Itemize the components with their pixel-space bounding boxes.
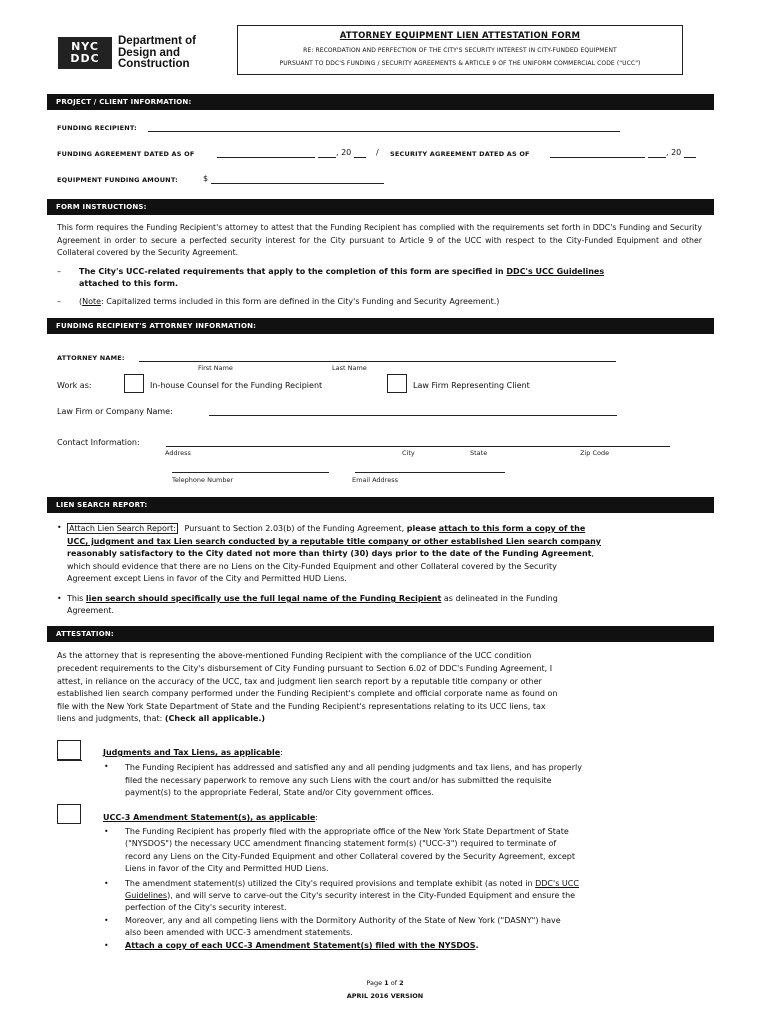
- opt2-b1-line-3: record any Liens on the City-Funded Equipment and other Collateral covered by the Security Agreement, except: [125, 852, 575, 861]
- logo-line-1: Department of: [118, 35, 196, 47]
- instruction-dash-2: –: [57, 297, 61, 306]
- lien-item-1-comma: ,: [591, 549, 595, 558]
- nyc-ddc-logo-mark: [58, 37, 112, 69]
- funding-recipient-field[interactable]: [148, 131, 620, 132]
- logo-text: [118, 36, 196, 71]
- logo-mark-ddc: DDC: [70, 52, 100, 66]
- lien-item-1-line-2: UCC, judgment and tax Lien search conducted by a reputable title company or other established Lien search company: [67, 537, 602, 546]
- page-total: 2: [399, 979, 404, 987]
- page-current: 1: [384, 979, 389, 987]
- equipment-amount-field[interactable]: [211, 183, 384, 184]
- address-caption: Address: [165, 449, 191, 457]
- funding-agreement-label: FUNDING AGREEMENT DATED AS OF: [57, 150, 195, 158]
- attestation-line-3: attest, in reliance on the accuracy of the UCC, tax and judgment lien search report by a reputable title company or other: [57, 677, 542, 686]
- telephone-caption: Telephone Number: [172, 476, 234, 484]
- section-bar-project: PROJECT / CLIENT INFORMATION:: [47, 94, 714, 110]
- form-version: APRIL 2016 VERSION: [346, 992, 424, 1000]
- security-year-prefix: , 20: [666, 148, 682, 157]
- attach-ucc3-statement: Attach a copy of each UCC-3 Amendment Statement(s) filed with the NYSDOS: [125, 941, 476, 950]
- security-agreement-label: SECURITY AGREEMENT DATED AS OF: [390, 150, 530, 158]
- attorney-name-field[interactable]: [139, 361, 616, 362]
- lien-full-legal-name: lien search should specifically use the full legal name of the Funding Recipient: [85, 594, 442, 603]
- ddc-logo: [58, 36, 196, 71]
- opt2-b2-line-1: [125, 878, 579, 891]
- inhouse-counsel-checkbox[interactable]: [124, 374, 144, 393]
- option-2-title: [103, 812, 318, 825]
- judgments-tax-liens-title: Judgments and Tax Liens, as applicable: [103, 748, 281, 757]
- last-name-caption: Last Name: [332, 364, 367, 372]
- equipment-amount-label: EQUIPMENT FUNDING AMOUNT:: [57, 176, 178, 184]
- funding-agreement-day-field[interactable]: [318, 157, 336, 158]
- attestation-last-line: liens and judgments, that:: [57, 714, 163, 723]
- ucc3-amendment-title: UCC-3 Amendment Statement(s), as applicable: [103, 813, 316, 822]
- inhouse-counsel-label: In-house Counsel for the Funding Recipient: [150, 381, 323, 390]
- contact-info-label: Contact Information:: [57, 438, 140, 447]
- instruction-item-2: [79, 296, 499, 309]
- attorney-name-label: ATTORNEY NAME:: [57, 354, 125, 362]
- law-firm-label: Law Firm Representing Client: [413, 381, 530, 390]
- opt2-b1-line-1: The Funding Recipient has properly filed with the appropriate office of the New York State Department of State: [125, 827, 569, 836]
- law-firm-checkbox[interactable]: [387, 374, 407, 393]
- form-subtitle-1: RE: RECORDATION AND PERFECTION OF THE CITY'S SECURITY INTEREST IN CITY-FUNDED EQUIPMENT: [303, 47, 617, 54]
- judgments-tax-liens-checkbox[interactable]: [57, 740, 81, 760]
- section-bar-attorney: FUNDING RECIPIENT'S ATTORNEY INFORMATION:: [47, 318, 714, 334]
- lien-please: please: [406, 524, 437, 533]
- form-title-box: [237, 25, 683, 75]
- telephone-field[interactable]: [172, 472, 329, 473]
- opt2-b3-line-2: also been amended with UCC-3 amendment statements.: [125, 928, 353, 937]
- page-of: of: [390, 979, 398, 987]
- state-caption: State: [470, 449, 488, 457]
- instruction-item-1-text: The City's UCC-related requirements that apply to the completion of this form are specified in: [79, 267, 504, 276]
- opt2-b1-line-2: ("NYSDOS") the necessary UCC amendment financing statement form(s) ("UCC-3") required to terminate of: [125, 839, 557, 848]
- instruction-item-2-text: : Capitalized terms included in this form are defined in the City's Funding and Security Agreement.): [101, 297, 500, 306]
- checkbox-underline-1: [57, 760, 82, 761]
- opt2-bullet-1: •: [104, 827, 109, 836]
- contact-address-field[interactable]: [166, 446, 670, 447]
- city-caption: City: [402, 449, 415, 457]
- currency-symbol: $: [203, 174, 209, 183]
- separator: /: [376, 148, 379, 157]
- funding-agreement-year-field[interactable]: [354, 157, 366, 158]
- lien-item-2-rest: as delineated in the Funding: [443, 594, 558, 603]
- section-bar-lien: LIEN SEARCH REPORT:: [47, 497, 714, 513]
- opt2-bullet-2: •: [104, 879, 109, 888]
- opt2-b2-text: The amendment statement(s) utilized the City's required provisions and template exhibit (as noted in: [125, 879, 533, 888]
- opt2-b1-line-4: Liens in favor of the City and Permitted HUD Liens.: [125, 864, 329, 873]
- instruction-item-1-cont: attached to this form.: [79, 279, 179, 288]
- lien-attach-link: attach to this form a copy of the: [438, 524, 586, 533]
- attestation-line-6: [57, 713, 265, 726]
- security-agreement-year-field[interactable]: [684, 157, 696, 158]
- opt1-line-1: The Funding Recipient has addressed and satisfied any and all pending judgments and tax liens, and has properly: [125, 763, 582, 772]
- lien-item-2-line-1: [67, 593, 558, 606]
- check-all-applicable: (Check all applicable.): [164, 714, 266, 723]
- attestation-line-1: As the attorney that is representing the above-mentioned Funding Recipient with the compliance of the UCC condition: [57, 651, 532, 660]
- instruction-item-1: [79, 266, 604, 279]
- ucc-guidelines-link[interactable]: DDC's UCC Guidelines: [506, 267, 605, 276]
- lien-item-1-line-3: [67, 548, 594, 561]
- opt2-b3-line-1: Moreover, any and all competing liens with the Dormitory Authority of the State of New York ("DASNY") have: [125, 916, 561, 925]
- option-1-title: [103, 747, 283, 760]
- section-bar-instructions: FORM INSTRUCTIONS:: [47, 199, 714, 215]
- lien-item-1-text: Pursuant to Section 2.03(b) of the Funding Agreement,: [184, 524, 405, 533]
- note-label: Note: [82, 297, 102, 306]
- ucc3-amendment-checkbox[interactable]: [57, 804, 81, 824]
- opt2-b4: [125, 940, 479, 953]
- logo-mark-nyc: NYC: [71, 40, 99, 54]
- page-number: [0, 979, 770, 987]
- zip-caption: Zip Code: [580, 449, 610, 457]
- instruction-dash-1: –: [57, 267, 61, 276]
- firm-name-label: Law Firm or Company Name:: [57, 407, 173, 416]
- lien-item-1-line-4: which should evidence that there are no Liens on the City-Funded Equipment and other Collateral covered by the Security: [67, 562, 557, 571]
- attestation-line-4: established lien search company performed under the Funding Recipient's complete and official corporate name as found on: [57, 689, 558, 698]
- opt1-line-3: payment(s) to the appropriate Federal, State and/or City government offices.: [125, 788, 434, 797]
- opt2-guidelines-link[interactable]: Guidelines: [125, 891, 168, 900]
- funding-agreement-date-field[interactable]: [217, 157, 315, 158]
- opt2-bullet-3: •: [104, 916, 109, 925]
- page-label: Page: [366, 979, 383, 987]
- opt2-ucc-guidelines-link[interactable]: DDC's UCC: [535, 879, 579, 888]
- email-caption: Email Address: [352, 476, 398, 484]
- lien-item-1-line-5: Agreement except Liens in favor of the City and Permitted HUD Liens.: [67, 574, 347, 583]
- section-bar-attestation: ATTESTATION:: [47, 626, 714, 642]
- opt2-bullet-4: •: [104, 941, 109, 950]
- opt2-b2-text-2: ), and will serve to carve-out the City's security interest in the City-Funded Equipment and ensure the: [167, 891, 576, 900]
- opt2-b2-line-2: [125, 890, 575, 903]
- security-agreement-day-field[interactable]: [648, 157, 666, 158]
- lien-item-2-line-2: Agreement.: [67, 606, 114, 615]
- opt1-bullet: •: [104, 762, 109, 771]
- work-as-label: Work as:: [57, 381, 92, 390]
- attach-lien-report-label: Attach Lien Search Report:: [69, 524, 176, 533]
- opt2-b4-period: .: [475, 941, 479, 950]
- attestation-line-5: file with the New York State Department of State and the Funding Recipient's representations relating to its UCC liens, tax: [57, 702, 546, 711]
- instruction-item-2-open: (: [79, 297, 83, 306]
- logo-line-2: Design and: [118, 46, 180, 59]
- lien-item-1-line-1: [67, 523, 585, 536]
- lien-this: This: [67, 594, 84, 603]
- email-field[interactable]: [355, 472, 505, 473]
- option-1-colon: :: [280, 748, 283, 757]
- instructions-paragraph: This form requires the Funding Recipient's attorney to attest that the Funding Recipient has complied with the requirements set forth in DDC's Funding and Security Agreement in order to secure a perfected security interest for the City pursuant to Article 9 of the UCC with respect to the City-Funded Equipment and other Collateral covered by the Security Agreement.: [57, 223, 702, 258]
- lien-item-1-bold: reasonably satisfactory to the City dated not more than thirty (30) days prior to the date of the Funding Agreement: [67, 549, 592, 558]
- logo-line-3: Construction: [118, 58, 190, 70]
- attestation-line-2: precedent requirements to the City's disbursement of City Funding pursuant to Section 6.02 of DDC's Funding Agreement, I: [57, 664, 553, 673]
- lien-bullet-2: •: [57, 594, 62, 603]
- funding-year-prefix: , 20: [336, 148, 352, 157]
- form-title: ATTORNEY EQUIPMENT LIEN ATTESTATION FORM: [339, 31, 581, 41]
- opt2-b2-line-3: perfection of the City's security interest.: [125, 903, 287, 912]
- first-name-caption: First Name: [198, 364, 233, 372]
- funding-recipient-label: FUNDING RECIPIENT:: [57, 124, 137, 132]
- option-2-colon: :: [315, 813, 318, 822]
- firm-name-field[interactable]: [209, 415, 617, 416]
- security-agreement-date-field[interactable]: [550, 157, 645, 158]
- opt1-line-2: filed the necessary paperwork to remove any such Liens with the court and/or has submitted the requisite: [125, 776, 552, 785]
- form-subtitle-2: PURSUANT TO DDC'S FUNDING / SECURITY AGREEMENTS & ARTICLE 9 OF THE UNIFORM COMMERCIAL CODE ("UCC"): [279, 60, 641, 67]
- lien-bullet-1: •: [57, 523, 62, 532]
